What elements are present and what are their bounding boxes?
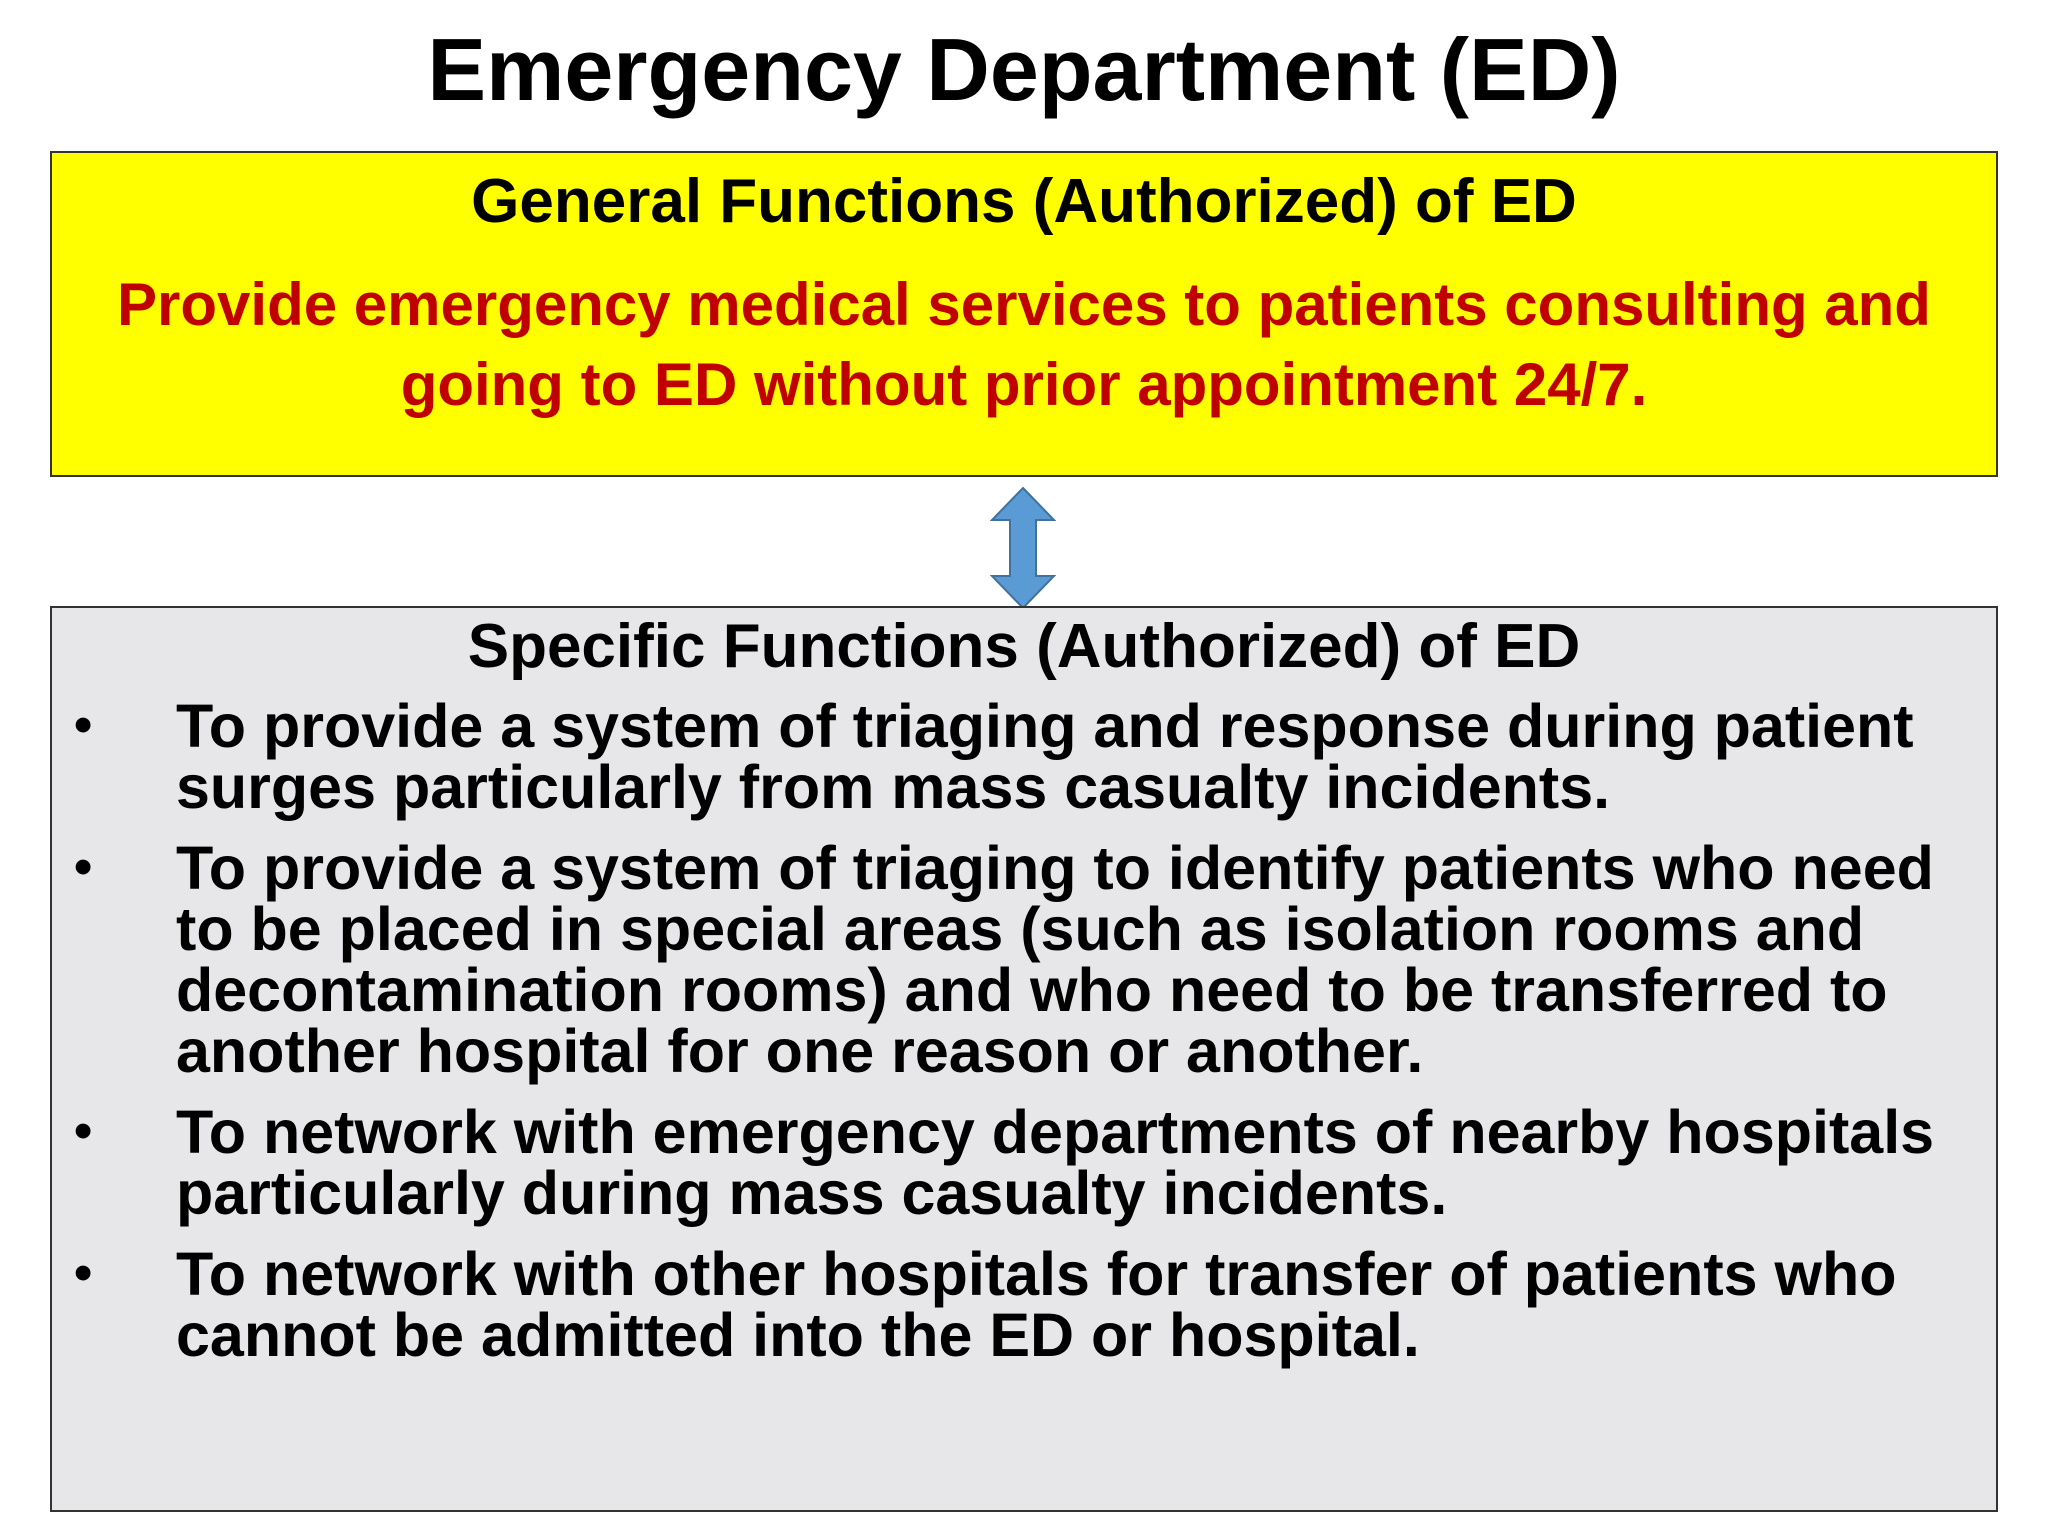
list-item-text: To network with emergency departments of nearby hospitals particularly during mass casualty incidents. <box>176 1097 1935 1227</box>
specific-functions-heading: Specific Functions (Authorized) of ED <box>467 612 1581 681</box>
double-arrow-shape <box>992 488 1054 608</box>
double-arrow-icon <box>990 486 1056 610</box>
list-item <box>52 1097 1996 1227</box>
page-title: Emergency Department (ED) <box>427 20 1621 119</box>
list-item <box>52 833 1996 1085</box>
list-item <box>52 691 1996 821</box>
specific-functions-box <box>50 606 1998 1512</box>
general-functions-description: Provide emergency medical services to patients consulting and going to ED without prior appointment 24/7. <box>117 271 1931 418</box>
list-item-text: To provide a system of triaging and response during patient surges particularly from mass casualty incidents. <box>176 691 1914 821</box>
list-item-text: To provide a system of triaging to identify patients who need to be placed in special areas (such as isolation rooms and decontamination rooms) and who need to be transferred to another hospital for one reason or another. <box>176 833 1934 1085</box>
bullet-icon: • <box>74 1101 93 1160</box>
specific-functions-list <box>52 691 1996 1369</box>
bullet-icon: • <box>74 695 93 754</box>
list-item <box>52 1239 1996 1369</box>
bullet-icon: • <box>74 1243 93 1302</box>
general-functions-heading: General Functions (Authorized) of ED <box>471 167 1577 236</box>
bullet-icon: • <box>74 837 93 896</box>
list-item-text: To network with other hospitals for transfer of patients who cannot be admitted into the ED or hospital. <box>176 1239 1897 1369</box>
general-functions-box <box>50 151 1998 477</box>
